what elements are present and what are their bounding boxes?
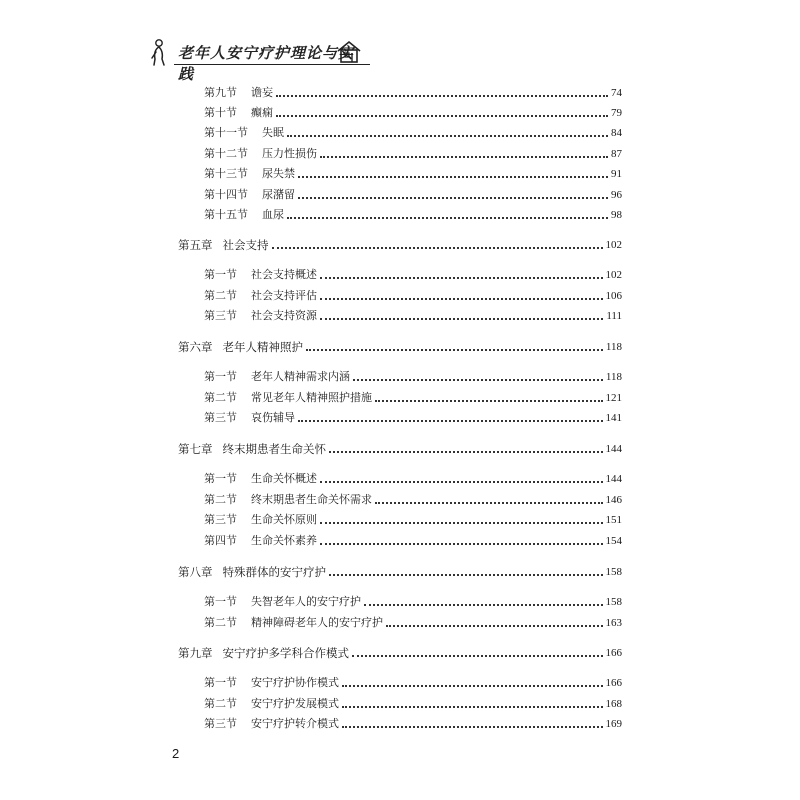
page-number: 2: [172, 746, 180, 761]
toc-entry-page: 118: [605, 341, 622, 353]
toc-entry-title: 哀伤辅导: [251, 411, 295, 424]
toc-entry-number: 第三节: [204, 513, 237, 526]
toc-entry-label: [204, 106, 273, 120]
toc-entry-title: 尿潴留: [262, 188, 295, 201]
toc-entry-page: 118: [605, 371, 622, 383]
toc-entry-page: 166: [605, 677, 622, 689]
toc-dot-leader: [298, 176, 608, 178]
toc-section-entry[interactable]: [204, 264, 622, 282]
toc-dot-leader: [353, 379, 603, 381]
toc-chapter-entry[interactable]: [178, 234, 622, 252]
toc-entry-title: 生命关怀素养: [251, 534, 317, 547]
toc-entry-page: 163: [605, 617, 622, 629]
toc-entry-title: 社会支持评估: [251, 289, 317, 302]
toc-entry-page: 141: [605, 412, 622, 424]
toc-entry-title: 安宁疗护转介模式: [251, 717, 339, 730]
toc-section-entry[interactable]: [204, 305, 622, 323]
toc-section-entry[interactable]: [204, 366, 622, 384]
toc-entry-label: [204, 513, 317, 527]
toc-entry-page: 102: [605, 239, 622, 251]
toc-entry-page: 96: [611, 189, 622, 201]
toc-section-entry[interactable]: [204, 204, 622, 222]
toc-entry-number: 第一节: [204, 268, 237, 281]
toc-entry-label: [178, 565, 326, 579]
toc-entry-number: 第九节: [204, 86, 237, 99]
toc-section-entry[interactable]: [204, 387, 622, 405]
toc-dot-leader: [342, 685, 603, 687]
toc-entry-title: 生命关怀原则: [251, 513, 317, 526]
toc-section-entry[interactable]: [204, 591, 622, 609]
toc-entry-number: 第五章: [178, 238, 213, 252]
toc-entry-title: 失眠: [262, 126, 284, 139]
toc-entry-page: 158: [605, 566, 622, 578]
toc-entry-label: [204, 391, 372, 405]
toc-dot-leader: [298, 197, 608, 199]
toc-entry-page: 146: [605, 494, 622, 506]
toc-dot-leader: [375, 400, 603, 402]
toc-entry-page: 98: [611, 209, 622, 221]
running-header-title: 老年人安宁疗护理论与实践: [178, 44, 355, 83]
toc-entry-page: 121: [605, 392, 622, 404]
toc-entry-label: [178, 646, 349, 660]
toc-entry-number: 第一节: [204, 676, 237, 689]
toc-entry-label: [204, 126, 284, 140]
toc-entry-number: 第一节: [204, 370, 237, 383]
toc-entry-title: 特殊群体的安宁疗护: [222, 565, 326, 579]
toc-entry-title: 常见老年人精神照护措施: [251, 391, 372, 404]
toc-entry-label: [204, 309, 317, 323]
toc-entry-page: 154: [605, 535, 622, 547]
toc-section-entry[interactable]: [204, 285, 622, 303]
toc-entry-title: 生命关怀概述: [251, 472, 317, 485]
toc-entry-page: 106: [605, 290, 622, 302]
toc-entry-label: [204, 717, 339, 731]
toc-entry-label: [204, 472, 317, 486]
toc-dot-leader: [306, 349, 603, 351]
toc-entry-page: 144: [605, 443, 622, 455]
toc-entry-number: 第二节: [204, 289, 237, 302]
toc-entry-number: 第四节: [204, 534, 237, 547]
toc-chapter-entry[interactable]: [178, 561, 622, 579]
toc-entry-number: 第三节: [204, 717, 237, 730]
toc-entry-number: 第一节: [204, 472, 237, 485]
toc-entry-page: 91: [611, 168, 622, 180]
toc-entry-title: 社会支持: [222, 238, 269, 252]
toc-entry-label: [204, 676, 339, 690]
toc-section-entry[interactable]: [204, 143, 622, 161]
toc-entry-page: 74: [611, 87, 622, 99]
toc-dot-leader: [298, 420, 603, 422]
toc-entry-label: [204, 208, 284, 222]
toc-dot-leader: [287, 217, 608, 219]
toc-entry-number: 第三节: [204, 411, 237, 424]
toc-entry-label: [178, 238, 269, 252]
toc-entry-page: 166: [605, 647, 622, 659]
toc-entry-number: 第二节: [204, 616, 237, 629]
toc-dot-leader: [320, 543, 603, 545]
toc-entry-title: 老年人精神需求内涵: [251, 370, 350, 383]
toc-section-entry[interactable]: [204, 693, 622, 711]
toc-entry-label: [204, 370, 350, 384]
toc-entry-label: [204, 268, 317, 282]
toc-section-entry[interactable]: [204, 163, 622, 181]
toc-entry-label: [204, 167, 295, 181]
toc-dot-leader: [329, 451, 603, 453]
toc-entry-label: [178, 340, 303, 354]
toc-entry-title: 安宁疗护发展模式: [251, 697, 339, 710]
toc-entry-title: 癫痫: [251, 106, 273, 119]
toc-entry-number: 第三节: [204, 309, 237, 322]
toc-entry-page: 102: [605, 269, 622, 281]
toc-section-entry[interactable]: [204, 468, 622, 486]
toc-section-entry[interactable]: [204, 407, 622, 425]
toc-entry-label: [178, 442, 326, 456]
toc-entry-title: 精神障碍老年人的安宁疗护: [251, 616, 383, 629]
toc-section-entry[interactable]: [204, 530, 622, 548]
toc-section-entry[interactable]: [204, 102, 622, 120]
toc-entry-number: 第十五节: [204, 208, 248, 221]
toc-entry-number: 第十节: [204, 106, 237, 119]
toc-dot-leader: [320, 277, 603, 279]
toc-chapter-entry[interactable]: [178, 438, 622, 456]
toc-dot-leader: [352, 655, 603, 657]
toc-entry-number: 第十四节: [204, 188, 248, 201]
toc-dot-leader: [276, 115, 608, 117]
toc-entry-page: 111: [606, 310, 622, 322]
toc-entry-label: [204, 534, 317, 548]
toc-entry-label: [204, 188, 295, 202]
toc-dot-leader: [342, 706, 603, 708]
toc-entry-title: 压力性损伤: [262, 147, 317, 160]
toc-dot-leader: [320, 156, 608, 158]
toc-entry-label: [204, 493, 372, 507]
toc-chapter-entry[interactable]: [178, 642, 622, 660]
toc-entry-label: [204, 595, 361, 609]
toc-entry-title: 安宁疗护多学科合作模式: [222, 646, 349, 660]
toc-entry-page: 84: [611, 127, 622, 139]
toc-entry-number: 第一节: [204, 595, 237, 608]
toc-entry-number: 第十三节: [204, 167, 248, 180]
toc-entry-number: 第六章: [178, 340, 213, 354]
toc-entry-title: 终末期患者生命关怀: [222, 442, 326, 456]
toc-entry-label: [204, 697, 339, 711]
toc-dot-leader: [276, 95, 608, 97]
toc-entry-number: 第二节: [204, 493, 237, 506]
toc-entry-page: 144: [605, 473, 622, 485]
toc-entry-number: 第八章: [178, 565, 213, 579]
toc-entry-page: 158: [605, 596, 622, 608]
toc-section-entry[interactable]: [204, 509, 622, 527]
toc-entry-label: [204, 86, 273, 100]
toc-entry-page: 79: [611, 107, 622, 119]
toc-dot-leader: [320, 522, 603, 524]
toc-entry-page: 169: [605, 718, 622, 730]
toc-dot-leader: [342, 726, 603, 728]
toc-entry-title: 社会支持概述: [251, 268, 317, 281]
toc-section-entry[interactable]: [204, 82, 622, 100]
toc-entry-title: 终末期患者生命关怀需求: [251, 493, 372, 506]
toc-dot-leader: [320, 481, 603, 483]
toc-entry-title: 安宁疗护协作模式: [251, 676, 339, 689]
toc-entry-number: 第二节: [204, 391, 237, 404]
toc-entry-label: [204, 616, 383, 630]
toc-section-entry[interactable]: [204, 713, 622, 731]
toc-entry-page: 168: [605, 698, 622, 710]
toc-entry-number: 第十一节: [204, 126, 248, 139]
toc-entry-page: 151: [605, 514, 622, 526]
toc-entry-title: 谵妄: [251, 86, 273, 99]
toc-dot-leader: [287, 135, 608, 137]
toc-section-entry[interactable]: [204, 122, 622, 140]
toc-entry-title: 社会支持资源: [251, 309, 317, 322]
toc-dot-leader: [386, 625, 603, 627]
toc-entry-label: [204, 411, 295, 425]
toc-entry-page: 87: [611, 148, 622, 160]
toc-entry-title: 尿失禁: [262, 167, 295, 180]
toc-section-entry[interactable]: [204, 612, 622, 630]
toc-section-entry[interactable]: [204, 184, 622, 202]
toc-chapter-entry[interactable]: [178, 336, 622, 354]
toc-dot-leader: [272, 247, 603, 249]
toc-entry-title: 老年人精神照护: [222, 340, 303, 354]
toc-dot-leader: [375, 502, 603, 504]
toc-entry-label: [204, 147, 317, 161]
toc-entry-number: 第七章: [178, 442, 213, 456]
toc-dot-leader: [320, 298, 603, 300]
toc-section-entry[interactable]: [204, 672, 622, 690]
toc-section-entry[interactable]: [204, 489, 622, 507]
toc-entry-number: 第二节: [204, 697, 237, 710]
toc-dot-leader: [320, 318, 603, 320]
toc-entry-number: 第九章: [178, 646, 213, 660]
toc-dot-leader: [364, 604, 603, 606]
toc-entry-title: 血尿: [262, 208, 284, 221]
toc-entry-number: 第十二节: [204, 147, 248, 160]
toc-entry-label: [204, 289, 317, 303]
toc-entry-title: 失智老年人的安宁疗护: [251, 595, 361, 608]
toc-dot-leader: [329, 574, 603, 576]
